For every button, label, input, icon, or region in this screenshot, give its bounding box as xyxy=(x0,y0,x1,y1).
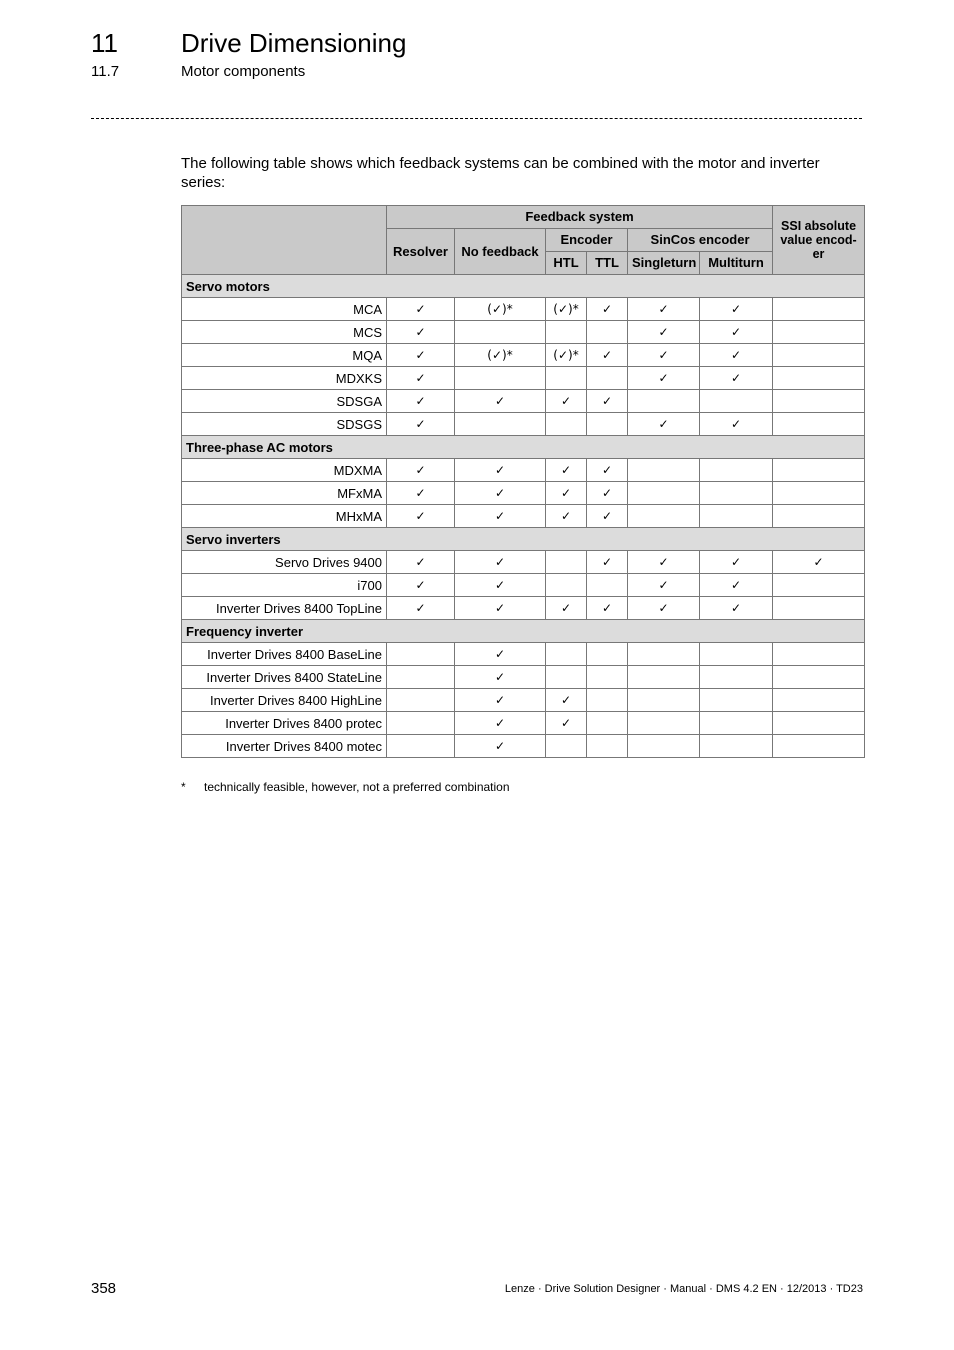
table-cell xyxy=(455,367,546,390)
table-row xyxy=(182,367,865,390)
table-cell xyxy=(773,574,865,597)
table-cell: ✓ xyxy=(455,459,546,482)
table-cell: ✓ xyxy=(773,551,865,574)
table-cell xyxy=(587,574,628,597)
table-cell xyxy=(773,459,865,482)
row-label: MCS xyxy=(182,321,387,344)
table-cell: ✓ xyxy=(700,321,773,344)
table-row xyxy=(182,321,865,344)
table-cell xyxy=(387,643,455,666)
table-cell: ✓ xyxy=(455,390,546,413)
table-cell: ✓ xyxy=(587,344,628,367)
table-cell xyxy=(700,735,773,758)
table-cell xyxy=(773,390,865,413)
table-cell xyxy=(773,298,865,321)
table-cell: ✓ xyxy=(387,597,455,620)
table-cell xyxy=(546,413,587,436)
row-label: Inverter Drives 8400 protec xyxy=(182,712,387,735)
table-cell xyxy=(773,643,865,666)
table-cell: ✓ xyxy=(387,413,455,436)
group-title: Servo motors xyxy=(182,275,865,298)
table-cell: ✓ xyxy=(700,367,773,390)
table-cell: ✓ xyxy=(628,298,700,321)
table-cell xyxy=(587,367,628,390)
table-cell xyxy=(546,321,587,344)
table-cell: ✓ xyxy=(587,597,628,620)
table-cell xyxy=(773,321,865,344)
table-cell: ✓ xyxy=(455,505,546,528)
table-cell xyxy=(773,505,865,528)
table-row xyxy=(182,551,865,574)
table-row xyxy=(182,413,865,436)
table-row xyxy=(182,597,865,620)
group-row xyxy=(182,528,865,551)
table-cell: ✓ xyxy=(387,344,455,367)
row-label: MQA xyxy=(182,344,387,367)
table-cell xyxy=(700,505,773,528)
table-cell xyxy=(628,643,700,666)
page-number: 358 xyxy=(91,1280,117,1297)
table-cell: ✓ xyxy=(387,390,455,413)
table-cell xyxy=(455,413,546,436)
table-cell: ✓ xyxy=(387,551,455,574)
table-cell xyxy=(773,482,865,505)
table-row xyxy=(182,344,865,367)
table-cell: ✓ xyxy=(387,367,455,390)
header-htl: HTL xyxy=(546,252,587,275)
row-label: i700 xyxy=(182,574,387,597)
table-body xyxy=(182,275,865,758)
row-label: MDXKS xyxy=(182,367,387,390)
group-title: Frequency inverter xyxy=(182,620,865,643)
table-row xyxy=(182,459,865,482)
header-singleturn: Singleturn xyxy=(628,252,700,275)
group-row xyxy=(182,436,865,459)
table-cell xyxy=(700,643,773,666)
table-cell: ✓ xyxy=(546,482,587,505)
table-cell: ✓ xyxy=(587,551,628,574)
chapter-title: Drive Dimensioning xyxy=(181,28,407,58)
header-multiturn: Multiturn xyxy=(700,252,773,275)
table-cell xyxy=(587,643,628,666)
row-label: Inverter Drives 8400 BaseLine xyxy=(182,643,387,666)
table-cell xyxy=(700,482,773,505)
header-feedback-system: Feedback system xyxy=(387,206,773,229)
table-cell xyxy=(773,689,865,712)
table-cell xyxy=(628,712,700,735)
table-row xyxy=(182,666,865,689)
table-cell: ✓ xyxy=(546,712,587,735)
table-cell: ✓ xyxy=(455,666,546,689)
table-row xyxy=(182,298,865,321)
table-cell xyxy=(773,597,865,620)
table-cell: ✓ xyxy=(587,459,628,482)
table-cell: ✓ xyxy=(700,597,773,620)
table-cell: ✓ xyxy=(628,321,700,344)
table-cell xyxy=(773,367,865,390)
feedback-compatibility-table xyxy=(181,205,865,758)
group-title: Three-phase AC motors xyxy=(182,436,865,459)
table-cell: (✓)* xyxy=(546,344,587,367)
table-cell xyxy=(587,413,628,436)
table-cell xyxy=(773,344,865,367)
table-row xyxy=(182,505,865,528)
table-cell: ✓ xyxy=(455,597,546,620)
table-cell xyxy=(773,735,865,758)
group-row xyxy=(182,275,865,298)
table-cell xyxy=(773,413,865,436)
row-label: Inverter Drives 8400 TopLine xyxy=(182,597,387,620)
header-ttl: TTL xyxy=(587,252,628,275)
table-cell: ✓ xyxy=(628,344,700,367)
table-cell: ✓ xyxy=(546,390,587,413)
header-blank xyxy=(182,206,387,275)
row-label: SDSGA xyxy=(182,390,387,413)
table-cell xyxy=(628,505,700,528)
table-cell xyxy=(628,482,700,505)
table-cell xyxy=(628,666,700,689)
table-row xyxy=(182,482,865,505)
row-label: MFxMA xyxy=(182,482,387,505)
table-cell: ✓ xyxy=(628,551,700,574)
row-label: Servo Drives 9400 xyxy=(182,551,387,574)
table-cell: ✓ xyxy=(628,413,700,436)
table-cell xyxy=(628,390,700,413)
table-cell: ✓ xyxy=(628,367,700,390)
table-cell xyxy=(546,643,587,666)
table-cell: ✓ xyxy=(387,459,455,482)
table-cell: ✓ xyxy=(587,390,628,413)
header-ssi: SSI absolute value encod-er xyxy=(773,206,865,275)
section-title: Motor components xyxy=(181,63,306,80)
table-cell xyxy=(546,574,587,597)
table-cell xyxy=(387,735,455,758)
table-row xyxy=(182,574,865,597)
table-cell: ✓ xyxy=(546,689,587,712)
table-cell: ✓ xyxy=(700,413,773,436)
row-label: Inverter Drives 8400 StateLine xyxy=(182,666,387,689)
table-cell xyxy=(773,712,865,735)
row-label: Inverter Drives 8400 HighLine xyxy=(182,689,387,712)
table-cell: ✓ xyxy=(700,551,773,574)
table-cell: (✓)* xyxy=(455,344,546,367)
table-row xyxy=(182,643,865,666)
table-cell: ✓ xyxy=(628,597,700,620)
table-cell xyxy=(587,735,628,758)
row-label: MHxMA xyxy=(182,505,387,528)
table-cell: ✓ xyxy=(700,344,773,367)
table-cell xyxy=(587,666,628,689)
row-label: SDSGS xyxy=(182,413,387,436)
table-cell xyxy=(587,321,628,344)
table-cell: ✓ xyxy=(387,298,455,321)
table-cell xyxy=(773,666,865,689)
footer-text: Lenze · Drive Solution Designer · Manual · DMS 4.2 EN · 12/2013 · TD23 xyxy=(504,1283,863,1295)
table-cell xyxy=(387,712,455,735)
table-cell: ✓ xyxy=(387,574,455,597)
chapter-number: 11 xyxy=(91,28,118,58)
table-cell xyxy=(700,459,773,482)
table-cell: ✓ xyxy=(700,574,773,597)
header-sincos: SinCos encoder xyxy=(628,229,773,252)
table-cell: ✓ xyxy=(546,505,587,528)
table-cell xyxy=(455,321,546,344)
table-cell: ✓ xyxy=(455,643,546,666)
table-cell xyxy=(628,459,700,482)
footnote-mark: * xyxy=(181,780,186,794)
table-cell xyxy=(387,666,455,689)
table-cell xyxy=(546,735,587,758)
group-title: Servo inverters xyxy=(182,528,865,551)
table-cell: ✓ xyxy=(455,735,546,758)
table-cell: ✓ xyxy=(546,597,587,620)
table-cell xyxy=(546,367,587,390)
table-row xyxy=(182,735,865,758)
table-cell xyxy=(587,712,628,735)
table-cell xyxy=(628,689,700,712)
row-label: MCA xyxy=(182,298,387,321)
table-cell xyxy=(700,666,773,689)
table-cell: ✓ xyxy=(628,574,700,597)
table-cell: ✓ xyxy=(700,298,773,321)
table-cell xyxy=(587,689,628,712)
footnote-text: technically feasible, however, not a preferred combination xyxy=(204,780,510,794)
table-cell: (✓)* xyxy=(546,298,587,321)
table-row xyxy=(182,390,865,413)
table-cell xyxy=(700,712,773,735)
table-cell: ✓ xyxy=(455,551,546,574)
table-cell xyxy=(546,551,587,574)
row-label: Inverter Drives 8400 motec xyxy=(182,735,387,758)
table-cell: ✓ xyxy=(587,505,628,528)
table-cell: ✓ xyxy=(455,689,546,712)
section-number: 11.7 xyxy=(91,63,120,80)
header-no-feedback: No feedback xyxy=(455,229,546,275)
group-row xyxy=(182,620,865,643)
table-cell: (✓)* xyxy=(455,298,546,321)
table-row xyxy=(182,689,865,712)
table-cell xyxy=(628,735,700,758)
table-cell xyxy=(700,390,773,413)
table-cell: ✓ xyxy=(455,712,546,735)
table-cell: ✓ xyxy=(455,482,546,505)
table-cell xyxy=(700,689,773,712)
table-row xyxy=(182,712,865,735)
row-label: MDXMA xyxy=(182,459,387,482)
table-cell: ✓ xyxy=(455,574,546,597)
table-cell: ✓ xyxy=(546,459,587,482)
table-cell: ✓ xyxy=(587,298,628,321)
table-cell: ✓ xyxy=(387,505,455,528)
table-cell xyxy=(387,689,455,712)
header-separator xyxy=(91,118,862,119)
table-cell xyxy=(546,666,587,689)
header-resolver: Resolver xyxy=(387,229,455,275)
header-encoder: Encoder xyxy=(546,229,628,252)
table-cell: ✓ xyxy=(387,321,455,344)
intro-paragraph: The following table shows which feedback systems can be combined with the motor and inverter series: xyxy=(181,155,820,191)
table-cell: ✓ xyxy=(387,482,455,505)
table-cell: ✓ xyxy=(587,482,628,505)
